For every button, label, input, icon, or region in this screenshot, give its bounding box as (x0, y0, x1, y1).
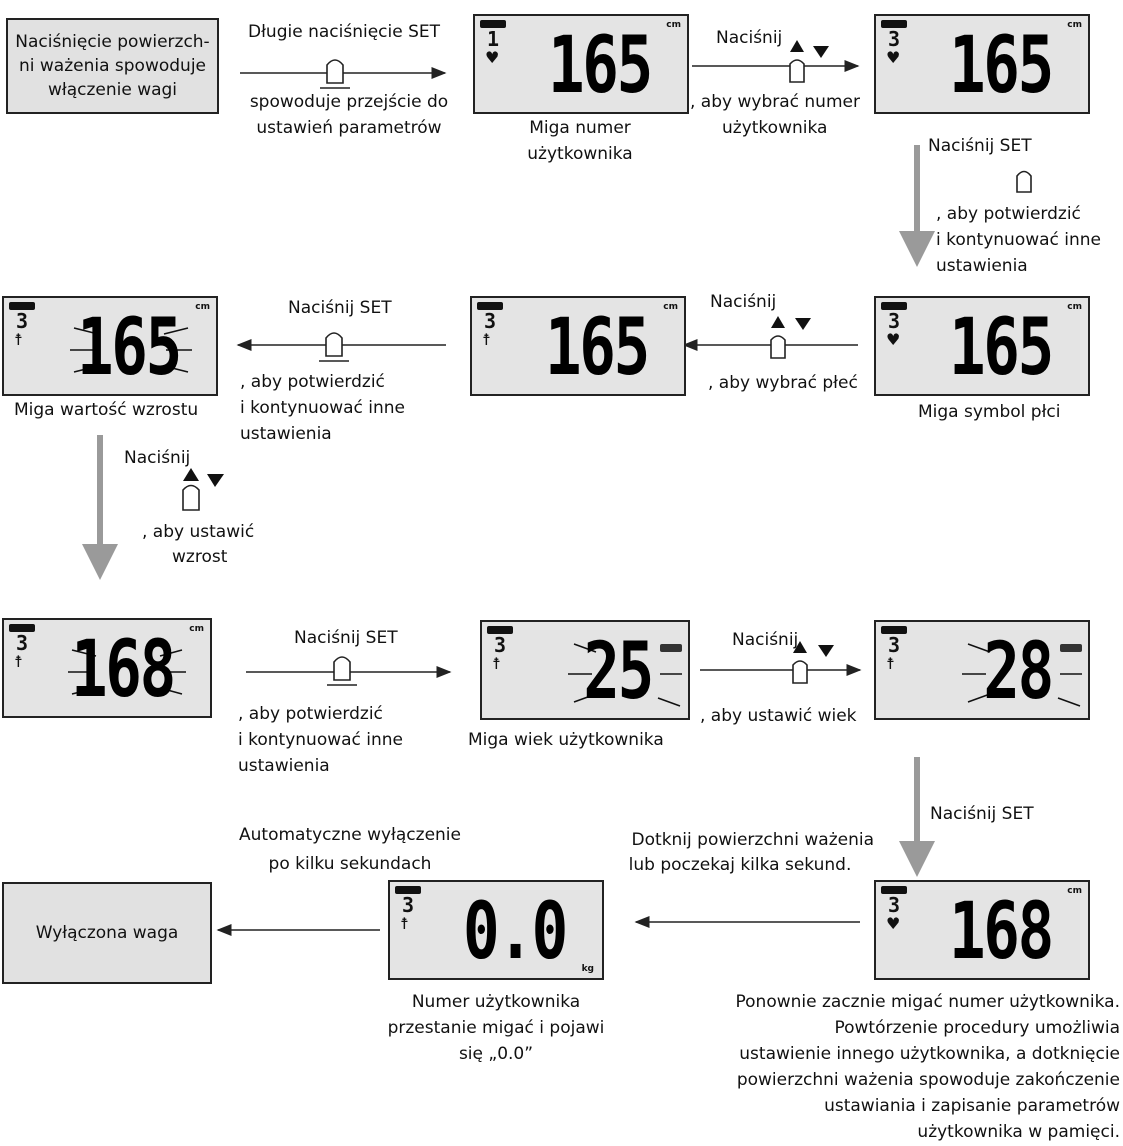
person-icon: ♥ (485, 48, 500, 67)
person-icon: ♥ (886, 914, 901, 933)
off-box: Wyłączona waga (2, 882, 212, 984)
lcd-display-d10 (388, 880, 604, 980)
label-choose-user: , aby wybrać numer (690, 92, 860, 112)
person-icon: ☨ (482, 330, 491, 349)
lcd-display-d7 (480, 620, 690, 720)
user-number: 3 (888, 27, 901, 51)
label-blink-height: Miga wartość wzrostu (14, 400, 199, 420)
label-press-set-1: Naciśnij SET (928, 136, 1032, 156)
unit-label: cm (663, 302, 678, 312)
display-value: 165 (949, 21, 1052, 111)
finger-press-icon (1017, 172, 1031, 193)
age-badge-icon (660, 644, 682, 652)
display-value: 28 (983, 627, 1052, 717)
label-confirm-3: , aby potwierdzić (238, 704, 383, 724)
label-final-3: ustawienie innego użytkownika, a dotknięcie (739, 1044, 1120, 1064)
label-stop-blink-1: Numer użytkownika (411, 992, 581, 1012)
label-long-press-top: Długie naciśnięcie SET (248, 22, 440, 42)
display-value: 165 (548, 21, 651, 111)
lcd-display-d6 (2, 618, 212, 718)
unit-label: kg (581, 964, 594, 974)
lcd-display-d2 (874, 14, 1090, 114)
label-final-1: Ponownie zacznie migać numer użytkownika. (735, 992, 1120, 1012)
person-icon: ☨ (400, 914, 409, 933)
user-number: 3 (16, 631, 29, 655)
user-number: 3 (888, 309, 901, 333)
label-touch-2: lub poczekaj kilka sekund. (628, 855, 852, 875)
unit-label: cm (1067, 302, 1082, 312)
label-settings-1: ustawienia (936, 256, 1028, 276)
person-icon: ☨ (14, 652, 23, 671)
up-down-triangle-icon (790, 40, 829, 82)
display-value: 165 (545, 303, 648, 393)
label-final-5: ustawiania i zapisanie parametrów (824, 1096, 1120, 1116)
lcd-display-d4 (470, 296, 686, 396)
label-confirm-1: , aby potwierdzić (936, 204, 1081, 224)
label-continue-1: i kontynuować inne (936, 230, 1102, 250)
user-number: 3 (484, 309, 497, 333)
lcd-display-d3 (874, 296, 1090, 396)
display-value: 168 (71, 625, 174, 715)
label-press-3: Naciśnij (124, 448, 191, 468)
user-number: 3 (16, 309, 29, 333)
label-final-4: powierzchni ważenia spowoduje zakończenie (736, 1070, 1120, 1090)
label-set-height-2: wzrost (172, 547, 228, 567)
label-set-height-1: , aby ustawić (142, 522, 255, 542)
label-auto-off-2: po kilku sekundach (268, 854, 432, 874)
person-icon: ☨ (492, 654, 501, 673)
user-number: 3 (888, 633, 901, 657)
up-down-triangle-icon (793, 641, 834, 683)
unit-label: cm (666, 20, 681, 30)
label-press-2: Naciśnij (710, 292, 777, 312)
label-stop-blink-2: przestanie migać i pojawi (387, 1018, 605, 1038)
unit-label: cm (1067, 886, 1082, 896)
label-choose-sex: , aby wybrać płeć (708, 373, 858, 393)
age-badge-icon (1060, 644, 1082, 652)
lcd-display-d5 (2, 296, 218, 396)
person-icon: ☨ (14, 330, 23, 349)
label-touch-1: Dotknij powierzchni ważenia (631, 830, 874, 850)
finger-press-icon (319, 333, 349, 361)
display-value: 25 (583, 627, 652, 717)
label-settings-2: ustawienia (240, 424, 332, 444)
label-press-1: Naciśnij (716, 28, 783, 48)
label-long-press-bottom-2: ustawień parametrów (256, 118, 442, 138)
label-confirm-2: , aby potwierdzić (240, 372, 385, 392)
user-number: 3 (402, 893, 415, 917)
label-long-press-bottom-1: spowoduje przejście do (249, 92, 449, 112)
finger-press-icon (327, 657, 357, 685)
label-press-set-3: Naciśnij SET (294, 628, 398, 648)
start-box: Naciśnięcie powierzch- ni ważenia spowoduje włączenie wagi (6, 18, 219, 114)
unit-label: cm (1067, 20, 1082, 30)
up-down-triangle-icon (183, 468, 224, 510)
display-value: 165 (77, 303, 180, 393)
label-final-2: Powtórzenie procedury umożliwia (834, 1018, 1120, 1038)
user-number: 3 (888, 893, 901, 917)
label-press-set-4: Naciśnij SET (930, 804, 1034, 824)
person-icon: ♥ (886, 330, 901, 349)
label-continue-3: i kontynuować inne (238, 730, 404, 750)
up-down-triangle-icon (771, 316, 811, 358)
label-user-word: użytkownika (722, 118, 828, 138)
label-stop-blink-3: się „0.0” (458, 1044, 534, 1064)
label-continue-2: i kontynuować inne (240, 398, 406, 418)
lcd-display-d1 (473, 14, 689, 114)
label-settings-3: ustawienia (238, 756, 330, 776)
label-press-4: Naciśnij (732, 630, 799, 650)
user-number: 1 (487, 27, 500, 51)
person-icon: ♥ (886, 48, 901, 67)
unit-label: cm (195, 302, 210, 312)
label-press-set-2: Naciśnij SET (288, 298, 392, 318)
label-final-6: użytkownika w pamięci. (917, 1122, 1120, 1142)
display-value: 165 (949, 303, 1052, 393)
lcd-display-d8 (874, 620, 1090, 720)
label-blink-sex: Miga symbol płci (918, 402, 1061, 422)
label-set-age: , aby ustawić wiek (700, 706, 857, 726)
display-value: 0.0 (463, 887, 566, 977)
lcd-display-d9 (874, 880, 1090, 980)
label-blink-user-2: użytkownika (527, 144, 633, 164)
unit-label: cm (189, 624, 204, 634)
user-number: 3 (494, 633, 507, 657)
label-auto-off-1: Automatyczne wyłączenie (239, 825, 461, 845)
finger-press-icon (320, 60, 350, 88)
label-blink-age: Miga wiek użytkownika (468, 730, 664, 750)
label-blink-user-1: Miga numer (529, 118, 631, 138)
display-value: 168 (949, 887, 1052, 977)
person-icon: ☨ (886, 654, 895, 673)
